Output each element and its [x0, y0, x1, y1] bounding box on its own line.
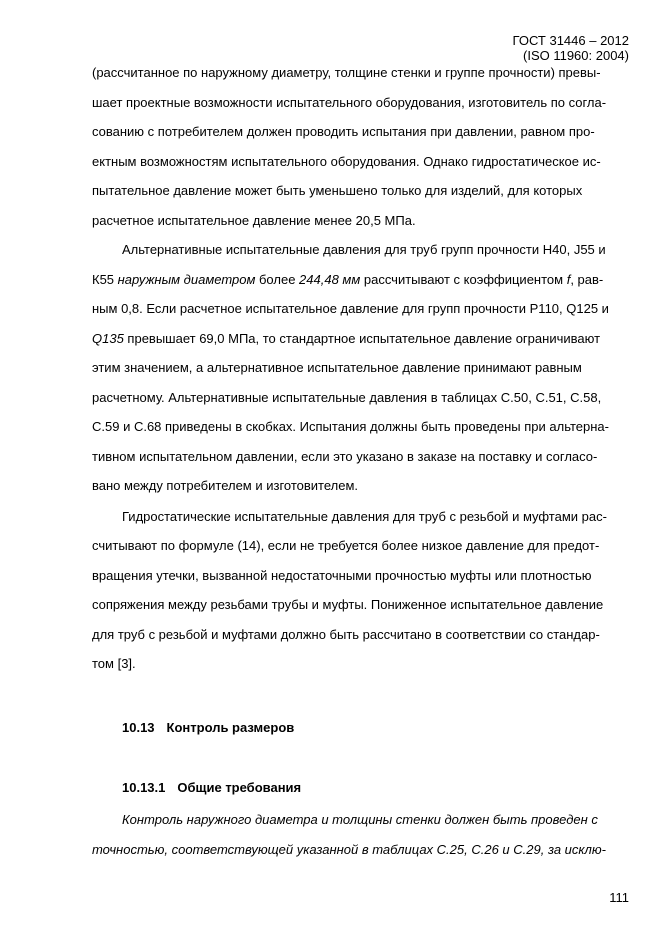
text-line: считывают по формуле (14), если не требуется более низкое давление для предот- — [92, 538, 600, 553]
text-run: , рав- — [570, 272, 604, 287]
section-number: 10.13.1 — [122, 780, 166, 795]
text-run: более — [255, 272, 300, 287]
text-line: (рассчитанное по наружному диаметру, толщине стенки и группе прочности) превы- — [92, 65, 601, 80]
text-line: ектным возможностям испытательного оборудования. Однако гидростатическое ис- — [92, 154, 601, 169]
italic-term: наружным диаметром — [117, 272, 256, 287]
text-line — [92, 331, 600, 347]
text-run: рассчитывают с коэффициентом — [360, 272, 567, 287]
section-title: Контроль размеров — [166, 720, 295, 735]
text-line: расчетному. Альтернативные испытательные давления в таблицах С.50, С.51, С.58, — [92, 390, 602, 405]
section-title: Общие требования — [177, 780, 302, 795]
text-line: Альтернативные испытательные давления для труб групп прочности Н40, J55 и — [122, 242, 606, 257]
text-line: точностью, соответствующей указанной в таблицах С.25, С.26 и С.29, за исклю- — [92, 842, 606, 857]
text-line: С.59 и С.68 приведены в скобках. Испытания должны быть проведены при альтерна- — [92, 419, 609, 434]
text-line: тивном испытательном давлении, если это указано в заказе на поставку и согласо- — [92, 449, 598, 464]
text-line: для труб с резьбой и муфтами должно быть рассчитано в соответствии со стандар- — [92, 627, 600, 642]
text-line: сованию с потребителем должен проводить испытания при давлении, равном про- — [92, 124, 595, 139]
text-run: К55 — [92, 272, 118, 287]
text-line: пытательное давление может быть уменьшено только для изделий, для которых — [92, 183, 583, 198]
text-line: ным 0,8. Если расчетное испытательное давление для групп прочности Р110, Q125 и — [92, 301, 609, 316]
text-line: расчетное испытательное давление менее 20,5 МПа. — [92, 213, 416, 228]
section-heading-10-13-1 — [122, 780, 301, 796]
text-line: шает проектные возможности испытательного оборудования, изготовитель по согла- — [92, 95, 607, 110]
text-line: Гидростатические испытательные давления для труб с резьбой и муфтами рас- — [122, 509, 607, 524]
section-heading-10-13 — [122, 720, 294, 736]
text-line: Контроль наружного диаметра и толщины стенки должен быть проведен с — [122, 812, 598, 827]
document-iso-reference: (ISO 11960: 2004) — [523, 48, 629, 63]
text-line: вращения утечки, вызванной недостаточными прочностью муфты или плотностью — [92, 568, 592, 583]
text-line: том [3]. — [92, 656, 136, 671]
italic-term: 244,48 мм — [299, 272, 361, 287]
document-standard-code: ГОСТ 31446 – 2012 — [512, 33, 629, 48]
text-run: превышает 69,0 МПа, то стандартное испытательное давление ограничивают — [123, 331, 601, 346]
text-line: сопряжения между резьбами трубы и муфты. Пониженное испытательное давление — [92, 597, 604, 612]
text-line: вано между потребителем и изготовителем. — [92, 478, 359, 493]
text-line: этим значением, а альтернативное испытательное давление принимают равным — [92, 360, 582, 375]
italic-term: f — [566, 272, 571, 287]
page-number: 111 — [609, 890, 629, 905]
section-number: 10.13 — [122, 720, 155, 735]
italic-term: Q135 — [92, 331, 124, 346]
text-line — [92, 272, 603, 288]
